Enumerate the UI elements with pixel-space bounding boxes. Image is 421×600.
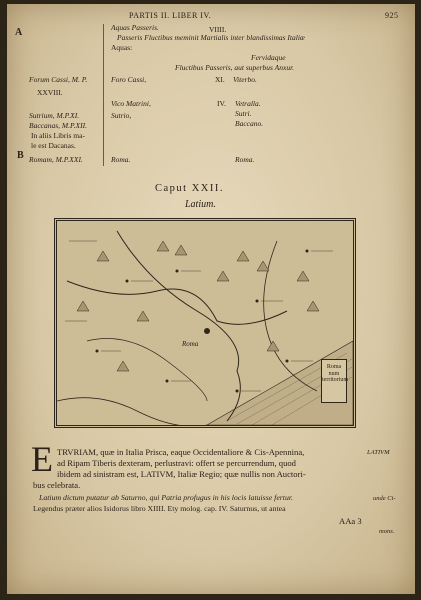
running-head: PARTIS II. LIBER IV.	[129, 11, 212, 20]
mid-line-4: Fervidaque	[251, 53, 286, 62]
mid-line-1: Aquas Passeris.	[111, 23, 159, 32]
right-line-3: Viterbo.	[233, 75, 257, 84]
section-mark-a: A	[15, 27, 23, 38]
map-city-label: Roma	[182, 340, 199, 348]
left-line-5: In aliis Libris ma-	[31, 131, 85, 140]
body-line-1: TRVRIAM, quæ in Italia Prisca, eaque Occidentaliore & Cis-Apennina,	[57, 447, 305, 457]
latium-map	[54, 218, 356, 428]
right-line-4: IV.	[217, 99, 226, 108]
page-number: 925	[385, 11, 399, 20]
margin-note-3: mons.	[379, 528, 395, 535]
signature-mark: AAa 3	[339, 516, 362, 526]
map-drawing	[57, 221, 353, 425]
mid-line-2: Passeris Fluctibus meminit Martialis inter blandissimas Italiæ	[117, 33, 305, 42]
right-line-8: Roma.	[235, 155, 255, 164]
left-line-3: Sutrium, M.P.XI.	[29, 111, 80, 120]
right-line-7: Baccano.	[235, 119, 264, 128]
column-divider	[103, 24, 104, 166]
right-line-1: VIIII.	[209, 25, 227, 34]
left-line-4: Baccanas, M.P.XII.	[29, 121, 87, 130]
left-line-7: Romam, M.P.XXI.	[29, 155, 83, 164]
mid-line-6: Foro Cassi,	[111, 75, 147, 84]
left-line-6: le est Dacanas.	[31, 141, 76, 150]
body-line-5: Latium dictum putatur ab Saturno, qui Patria profugus in his locis latuisse fertur.	[39, 493, 293, 502]
margin-note-2: unde Ci-	[373, 495, 396, 502]
mid-line-3: Aquas:	[111, 43, 133, 52]
right-line-6: Sutri.	[235, 109, 252, 118]
mid-line-7: Vico Matrini,	[111, 99, 151, 108]
mid-line-9: Roma.	[111, 155, 131, 164]
chapter-title: Caput XXII.	[155, 183, 224, 194]
chapter-subtitle: Latium.	[185, 199, 216, 210]
left-line-2: XXVIII.	[37, 88, 63, 97]
map-inset-label: Roma num territorium	[321, 359, 347, 403]
mid-line-5: Fluctibus Passeris, aut superbus Anxur.	[175, 63, 295, 72]
margin-note-1: LATIVM	[367, 449, 390, 456]
body-line-2: ad Ripam Tiberis dexteram, perlustravi: offert se percurrendum, quod	[57, 458, 296, 468]
right-line-2: XI.	[215, 75, 225, 84]
section-mark-b: B	[17, 150, 24, 161]
body-line-6: Legendus præter alios Isidorus libro XIIII. Ety molog. cap. IV. Saturnus, ut antea	[33, 504, 286, 513]
body-line-4: bus celebrata.	[33, 480, 81, 490]
right-line-5: Vetralla.	[235, 99, 261, 108]
body-line-3: ibidem ad sinistram est, LATIVM, Italiæ Regio; quæ nullis non Auctori-	[57, 469, 306, 479]
book-page	[7, 4, 415, 594]
drop-cap: E	[31, 439, 53, 479]
mid-line-8: Sutrio,	[111, 111, 132, 120]
left-line-1: Forum Cassi, M. P.	[29, 75, 88, 84]
